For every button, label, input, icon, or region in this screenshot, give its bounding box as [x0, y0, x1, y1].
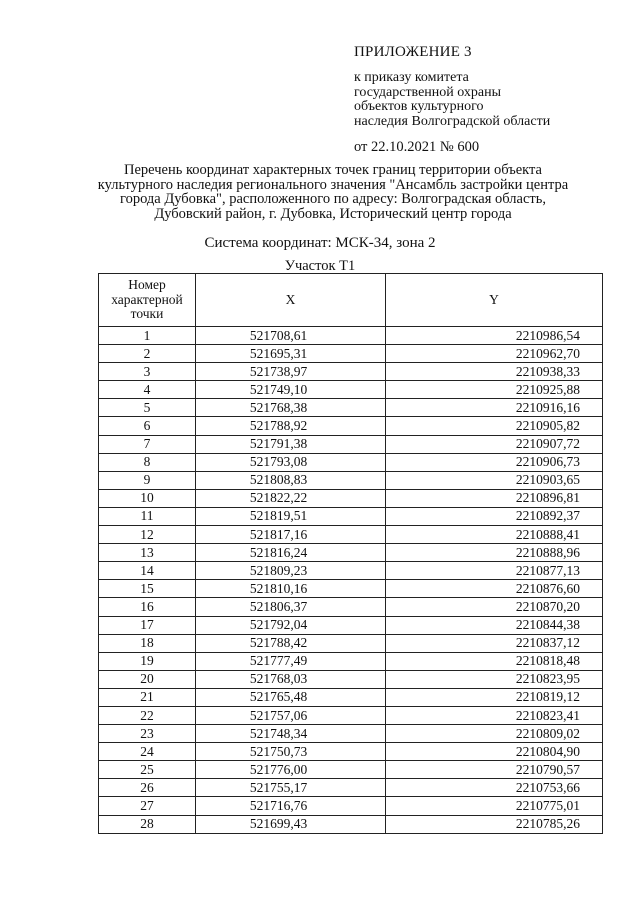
point-number-cell: 8 — [99, 453, 196, 471]
table-row — [99, 652, 603, 670]
point-number-cell: 11 — [99, 507, 196, 525]
point-number-cell: 7 — [99, 435, 196, 453]
table-row — [99, 507, 603, 525]
y-coordinate-cell: 2210785,26 — [386, 815, 603, 833]
point-number-cell: 19 — [99, 652, 196, 670]
table-row — [99, 797, 603, 815]
x-coordinate-cell: 521708,61 — [196, 327, 386, 345]
point-number-cell: 16 — [99, 598, 196, 616]
x-coordinate-cell: 521816,24 — [196, 544, 386, 562]
header-point-line: точки — [130, 306, 164, 322]
x-coordinate-cell: 521808,83 — [196, 471, 386, 489]
x-coordinate-cell: 521738,97 — [196, 363, 386, 381]
table-row — [99, 435, 603, 453]
x-coordinate-cell: 521793,08 — [196, 453, 386, 471]
y-coordinate-cell: 2210962,70 — [386, 345, 603, 363]
point-number-cell: 25 — [99, 761, 196, 779]
table-row — [99, 399, 603, 417]
y-coordinate-cell: 2210896,81 — [386, 489, 603, 507]
y-coordinate-cell: 2210823,95 — [386, 670, 603, 688]
x-coordinate-cell: 521788,92 — [196, 417, 386, 435]
x-coordinate-cell: 521776,00 — [196, 761, 386, 779]
point-number-cell: 17 — [99, 616, 196, 634]
document-title — [88, 163, 578, 221]
y-coordinate-cell: 2210916,16 — [386, 399, 603, 417]
x-coordinate-cell: 521768,03 — [196, 670, 386, 688]
y-coordinate-cell: 2210986,54 — [386, 327, 603, 345]
point-number-cell: 15 — [99, 580, 196, 598]
y-coordinate-cell: 2210775,01 — [386, 797, 603, 815]
header-point-number — [99, 274, 196, 327]
table-row — [99, 688, 603, 706]
table-header-row — [99, 274, 603, 327]
y-coordinate-cell: 2210876,60 — [386, 580, 603, 598]
x-coordinate-cell: 521810,16 — [196, 580, 386, 598]
table-row — [99, 670, 603, 688]
table-row — [99, 743, 603, 761]
table-row — [99, 580, 603, 598]
y-coordinate-cell: 2210892,37 — [386, 507, 603, 525]
point-number-cell: 3 — [99, 363, 196, 381]
title-line: культурного наследия регионального значения "Ансамбль застройки центра — [97, 176, 569, 193]
y-coordinate-cell: 2210819,12 — [386, 688, 603, 706]
point-number-cell: 14 — [99, 562, 196, 580]
x-coordinate-cell: 521792,04 — [196, 616, 386, 634]
table-row — [99, 634, 603, 652]
y-coordinate-cell: 2210877,13 — [386, 562, 603, 580]
x-coordinate-cell: 521788,42 — [196, 634, 386, 652]
point-number-cell: 9 — [99, 471, 196, 489]
table-row — [99, 598, 603, 616]
table-row — [99, 345, 603, 363]
table-row — [99, 562, 603, 580]
header-y: Y — [386, 274, 603, 327]
appendix-line: объектов культурного — [354, 99, 484, 114]
x-coordinate-cell: 521695,31 — [196, 345, 386, 363]
table-row — [99, 761, 603, 779]
appendix-heading: ПРИЛОЖЕНИЕ 3 — [354, 44, 472, 60]
coordinates-table — [98, 273, 603, 834]
point-number-cell: 4 — [99, 381, 196, 399]
point-number-cell: 23 — [99, 725, 196, 743]
x-coordinate-cell: 521777,49 — [196, 652, 386, 670]
appendix-line: к приказу комитета — [354, 70, 469, 85]
x-coordinate-cell: 521755,17 — [196, 779, 386, 797]
point-number-cell: 18 — [99, 634, 196, 652]
table-row — [99, 489, 603, 507]
point-number-cell: 6 — [99, 417, 196, 435]
x-coordinate-cell: 521809,23 — [196, 562, 386, 580]
table-row — [99, 815, 603, 833]
point-number-cell: 10 — [99, 489, 196, 507]
y-coordinate-cell: 2210844,38 — [386, 616, 603, 634]
y-coordinate-cell: 2210823,41 — [386, 706, 603, 724]
appendix-line: государственной охраны — [354, 84, 502, 100]
table-row — [99, 471, 603, 489]
table-row — [99, 725, 603, 743]
table-row — [99, 779, 603, 797]
y-coordinate-cell: 2210906,73 — [386, 453, 603, 471]
x-coordinate-cell: 521817,16 — [196, 526, 386, 544]
table-row — [99, 706, 603, 724]
x-coordinate-cell: 521716,76 — [196, 797, 386, 815]
y-coordinate-cell: 2210753,66 — [386, 779, 603, 797]
point-number-cell: 2 — [99, 345, 196, 363]
y-coordinate-cell: 2210905,82 — [386, 417, 603, 435]
x-coordinate-cell: 521806,37 — [196, 598, 386, 616]
header-point-line: характерной — [111, 291, 183, 307]
title-line: Дубовский район, г. Дубовка, Исторический центр города — [154, 205, 512, 222]
y-coordinate-cell: 2210903,65 — [386, 471, 603, 489]
y-coordinate-cell: 2210818,48 — [386, 652, 603, 670]
point-number-cell: 27 — [99, 797, 196, 815]
point-number-cell: 12 — [99, 526, 196, 544]
point-number-cell: 24 — [99, 743, 196, 761]
point-number-cell: 21 — [99, 688, 196, 706]
y-coordinate-cell: 2210925,88 — [386, 381, 603, 399]
y-coordinate-cell: 2210870,20 — [386, 598, 603, 616]
x-coordinate-cell: 521750,73 — [196, 743, 386, 761]
table-row — [99, 616, 603, 634]
y-coordinate-cell: 2210888,96 — [386, 544, 603, 562]
point-number-cell: 5 — [99, 399, 196, 417]
y-coordinate-cell: 2210804,90 — [386, 743, 603, 761]
x-coordinate-cell: 521768,38 — [196, 399, 386, 417]
y-coordinate-cell: 2210790,57 — [386, 761, 603, 779]
table-row — [99, 327, 603, 345]
y-coordinate-cell: 2210837,12 — [386, 634, 603, 652]
point-number-cell: 20 — [99, 670, 196, 688]
table-body — [99, 327, 603, 834]
title-line: города Дубовка", расположенного по адресу: Волгоградская область, — [120, 191, 546, 207]
section-title: Участок Т1 — [284, 258, 356, 274]
appendix-line: наследия Волгоградской области — [354, 113, 551, 129]
x-coordinate-cell: 521791,38 — [196, 435, 386, 453]
header-point-line: Номер — [128, 277, 166, 293]
y-coordinate-cell: 2210907,72 — [386, 435, 603, 453]
x-coordinate-cell: 521765,48 — [196, 688, 386, 706]
point-number-cell: 22 — [99, 706, 196, 724]
coordinate-system: Система координат: МСК-34, зона 2 — [204, 235, 436, 251]
table-row — [99, 526, 603, 544]
y-coordinate-cell: 2210888,41 — [386, 526, 603, 544]
x-coordinate-cell: 521748,34 — [196, 725, 386, 743]
title-line: Перечень координат характерных точек границ территории объекта — [124, 162, 542, 178]
y-coordinate-cell: 2210809,02 — [386, 725, 603, 743]
x-coordinate-cell: 521822,22 — [196, 489, 386, 507]
point-number-cell: 13 — [99, 544, 196, 562]
table-row — [99, 381, 603, 399]
order-date: от 22.10.2021 № 600 — [354, 139, 480, 155]
table-row — [99, 544, 603, 562]
point-number-cell: 1 — [99, 327, 196, 345]
header-x: X — [196, 274, 386, 327]
table-row — [99, 453, 603, 471]
appendix-block — [354, 44, 550, 155]
point-number-cell: 28 — [99, 815, 196, 833]
y-coordinate-cell: 2210938,33 — [386, 363, 603, 381]
table-row — [99, 363, 603, 381]
x-coordinate-cell: 521819,51 — [196, 507, 386, 525]
x-coordinate-cell: 521699,43 — [196, 815, 386, 833]
x-coordinate-cell: 521757,06 — [196, 706, 386, 724]
table-row — [99, 417, 603, 435]
point-number-cell: 26 — [99, 779, 196, 797]
x-coordinate-cell: 521749,10 — [196, 381, 386, 399]
